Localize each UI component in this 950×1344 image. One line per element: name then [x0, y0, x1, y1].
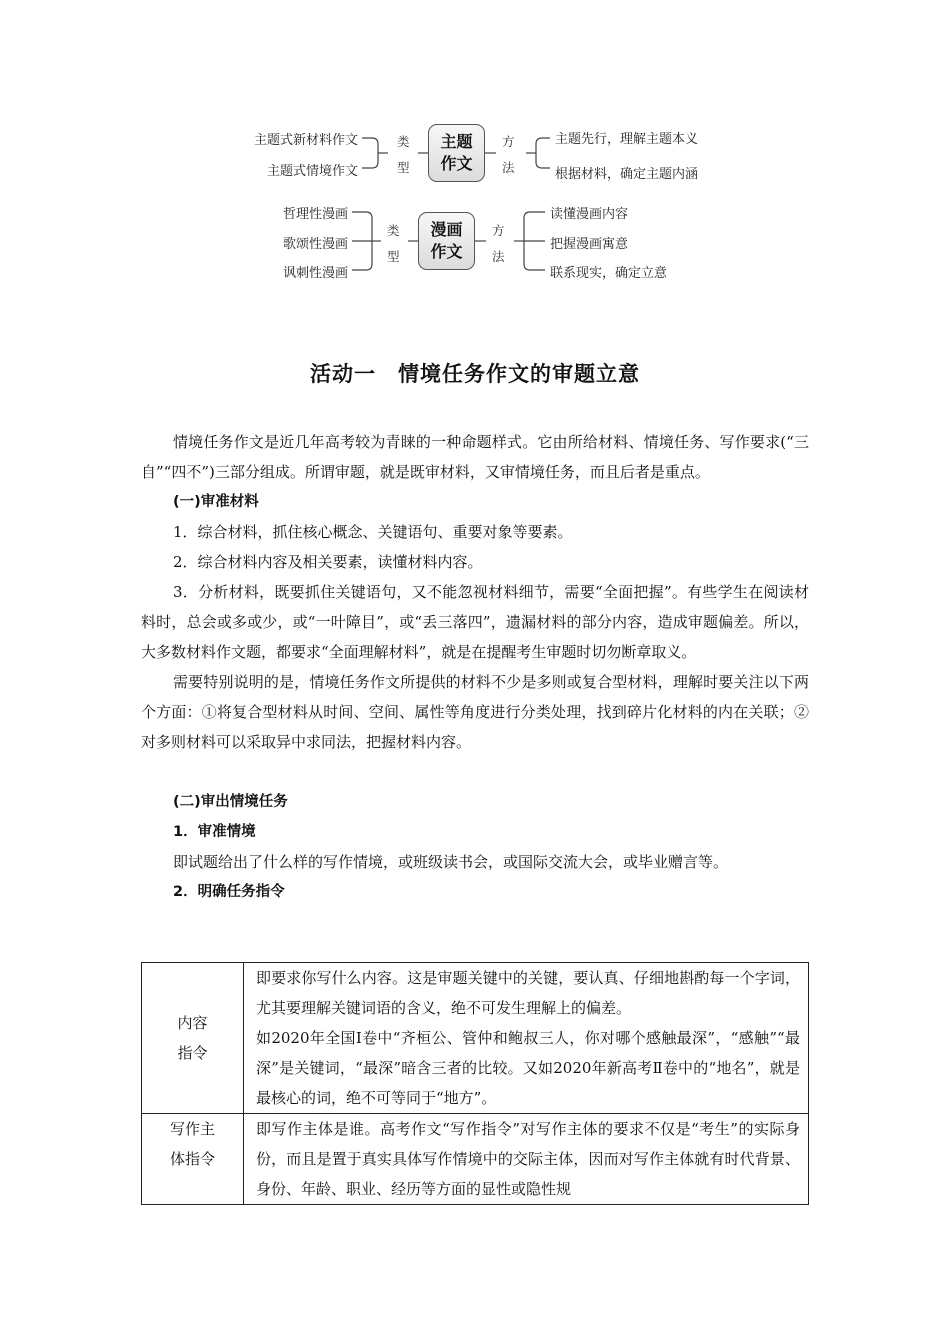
- instruction-table: [141, 962, 809, 1205]
- note-paragraph: 需要特别说明的是，情境任务作文所提供的材料不少是多则或复合型材料，理解时要关注以下两个方面：①将复合型材料从时间、空间、属性等角度进行分类处理，找到碎片化材料的内在关联；②对多则材料可以采取异中求同法，把握材料内容。: [141, 673, 809, 751]
- mindmap1-type-label-1: 类: [397, 134, 410, 149]
- section-title: [0, 358, 950, 388]
- mindmap1-method-2: 根据材料，确定主题内涵: [555, 167, 699, 182]
- section-title-activity: 活动一: [310, 362, 376, 386]
- table-row: [142, 963, 809, 1114]
- mindmap1-method-1: 主题先行，理解主题本义: [555, 132, 699, 147]
- mindmap1-center-line-1: 主题: [440, 132, 473, 151]
- list-item-1: 1．综合材料，抓住核心概念、关键语句、重要对象等要素。: [173, 523, 573, 541]
- mindmap1-method-label-1: 方: [502, 134, 515, 149]
- mindmap2-method-1: 读懂漫画内容: [550, 207, 629, 222]
- mindmap2-type-label-2: 型: [387, 249, 400, 264]
- mindmap1-type-2: 主题式情境作文: [266, 164, 358, 179]
- subheading-task-instruction: 2．明确任务指令: [173, 884, 285, 900]
- mindmap1-type-label-2: 型: [397, 160, 410, 175]
- mindmap-theme-essay: [0, 0, 950, 195]
- heading-review-task: (二)审出情境任务: [173, 794, 288, 810]
- mindmap2-type-2: 歌颂性漫画: [282, 237, 348, 252]
- mindmap2-center-line-1: 漫画: [430, 220, 463, 239]
- mindmap1-center-line-2: 作文: [440, 154, 473, 173]
- article-body: [141, 427, 809, 907]
- mindmap2-center-node: [418, 212, 475, 270]
- mindmap2-method-label-2: 法: [492, 249, 505, 264]
- table-row-content: 即要求你写什么内容。这是审题关键中的关键，要认真、仔细地斟酌每一个字词，尤其要理解关键词语的含义，绝不可发生理解上的偏差。 如2020年全国Ⅰ卷中“齐桓公、管仲和鲍叔三人，你对哪个感触最深”，“感触”“最深”是关键词，“最深”暗含三者的比较。又如2020年新高考Ⅱ卷中的“地名”，就是最核心的词，绝不可等同于“地方”。: [244, 963, 809, 1114]
- mindmap1-method-label-2: 法: [502, 160, 515, 175]
- table-row: [142, 1114, 809, 1205]
- mindmap-comic-connectors: [0, 195, 950, 295]
- mindmap2-type-label-1: 类: [387, 223, 400, 238]
- mindmap-comic-essay: [0, 195, 950, 295]
- mindmap2-center-line-2: 作文: [430, 242, 463, 261]
- mindmap2-type-1: 哲理性漫画: [282, 207, 348, 222]
- mindmap1-center-node: [428, 124, 485, 182]
- subheading-situation: 1．审准情境: [173, 824, 256, 840]
- list-item-3: 3．分析材料，既要抓住关键语句，又不能忽视材料细节，需要“全面把握”。有些学生在阅读材料时，总会或多或少，或“一叶障目”，或“丢三落四”，遗漏材料的部分内容，造成审题偏差。所以，大多数材料作文题，都要求“全面理解材料”，就是在提醒考生审题时切勿断章取义。: [141, 583, 809, 661]
- table-row-label: 内容 指令: [142, 963, 244, 1114]
- section-title-name: 情境任务作文的审题立意: [398, 362, 640, 386]
- list-item-2: 2．综合材料内容及相关要素，读懂材料内容。: [173, 553, 483, 571]
- mindmap2-type-3: 讽刺性漫画: [282, 266, 348, 281]
- mindmap2-method-3: 联系现实，确定立意: [550, 266, 668, 281]
- mindmap2-method-label-1: 方: [492, 223, 505, 238]
- heading-review-material: (一)审准材料: [173, 494, 259, 510]
- intro-paragraph: 情境任务作文是近几年高考较为青睐的一种命题样式。它由所给材料、情境任务、写作要求(“三自”“四不”)三部分组成。所谓审题，就是既审材料，又审情境任务，而且后者是重点。: [141, 433, 809, 481]
- situation-paragraph: 即试题给出了什么样的写作情境，或班级读书会，或国际交流大会，或毕业赠言等。: [173, 853, 729, 871]
- mindmap2-method-2: 把握漫画寓意: [550, 237, 629, 252]
- table-row-content: 即写作主体是谁。高考作文“写作指令”对写作主体的要求不仅是“考生”的实际身份，而且是置于真实具体写作情境中的交际主体，因而对写作主体就有时代背景、身份、年龄、职业、经历等方面的显性或隐性规: [244, 1114, 809, 1205]
- mindmap1-type-1: 主题式新材料作文: [253, 133, 358, 148]
- table-row-label: 写作主 体指令: [142, 1114, 244, 1205]
